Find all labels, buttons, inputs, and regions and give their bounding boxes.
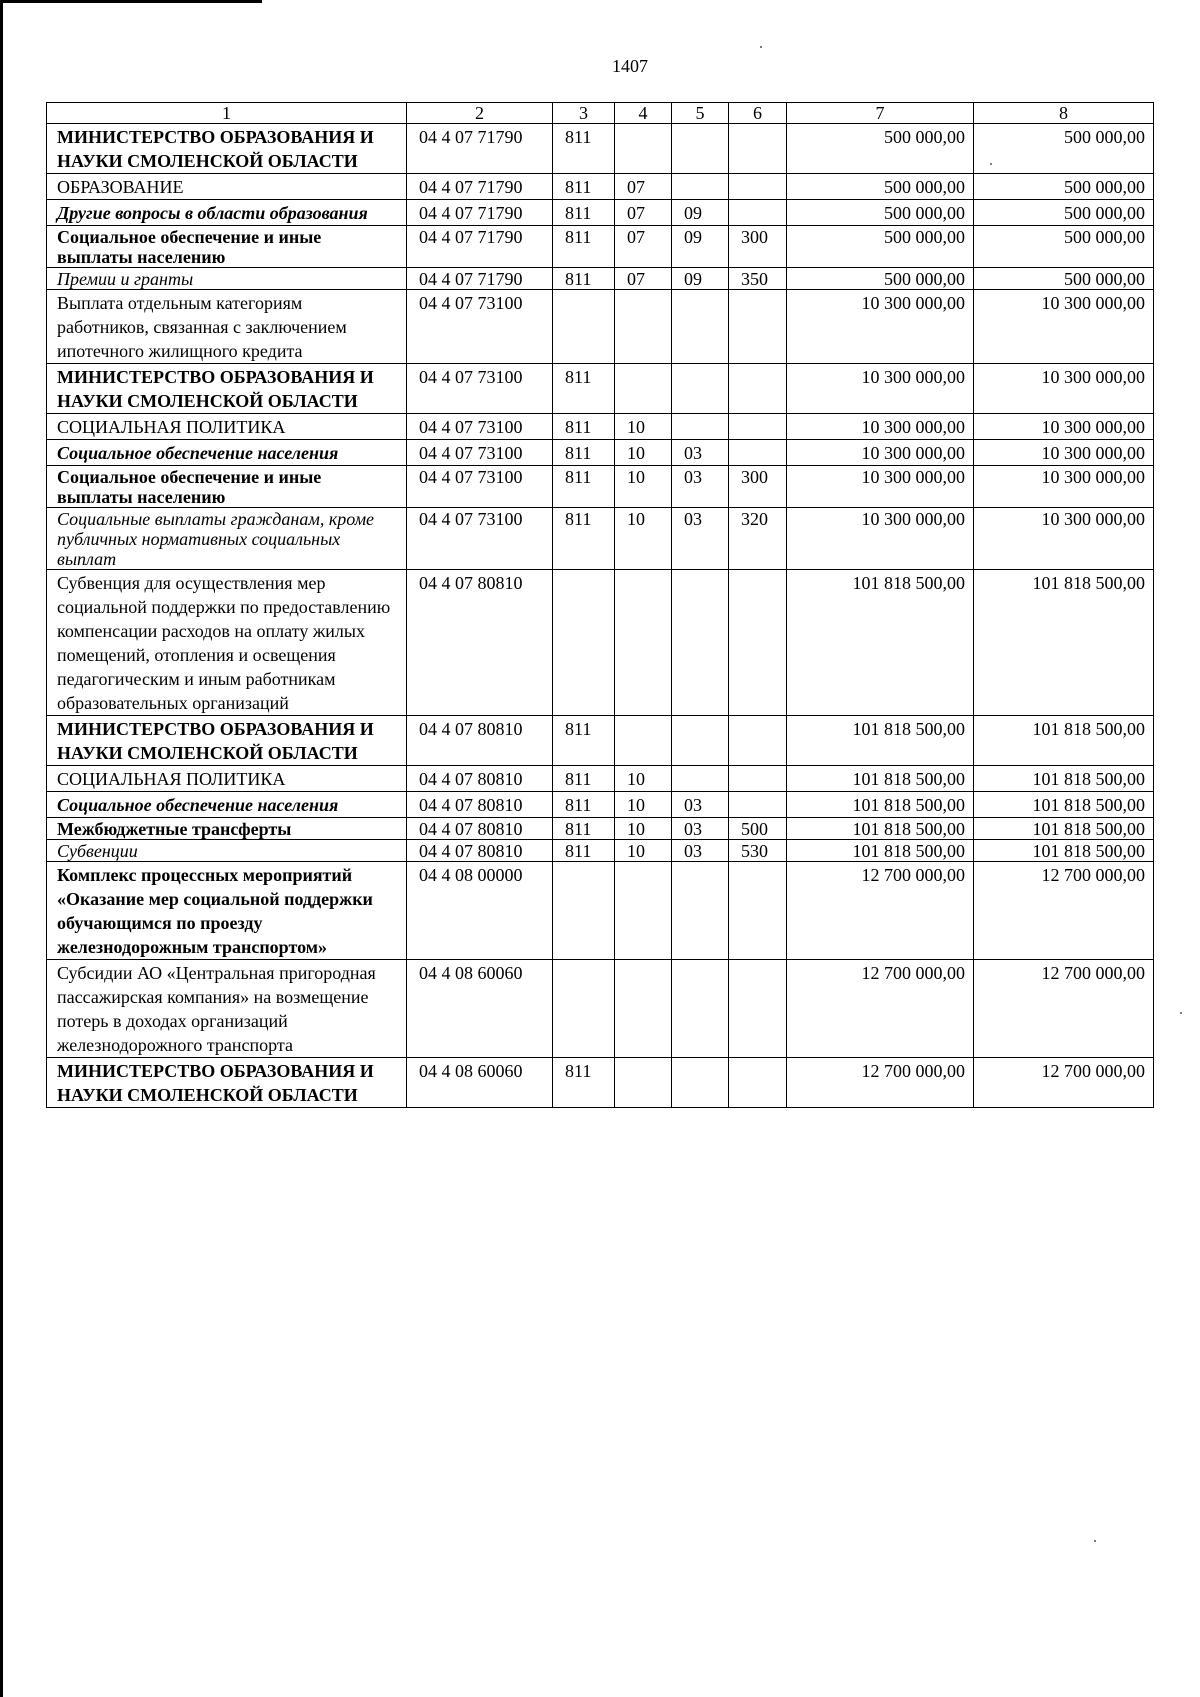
table-row (47, 716, 1154, 766)
amount-year2-cell: 12 700 000,00 (974, 960, 1154, 1058)
amount-year1-cell: 10 300 000,00 (787, 440, 974, 466)
amount-year1-cell: 101 818 500,00 (787, 818, 974, 840)
ministry-code-cell (553, 290, 615, 364)
section-code-cell: 10 (615, 414, 672, 440)
section-code-cell (615, 290, 672, 364)
ministry-code-cell: 811 (553, 818, 615, 840)
target-article-code-cell: 04 4 08 00000 (407, 862, 553, 960)
row-name-cell: Социальное обеспечение населения (47, 440, 407, 466)
ministry-code-cell: 811 (553, 766, 615, 792)
table-row (47, 792, 1154, 818)
target-article-code-cell: 04 4 07 71790 (407, 174, 553, 200)
table-row (47, 124, 1154, 174)
row-name-cell: Социальное обеспечение населения (47, 792, 407, 818)
row-name-cell: Комплекс процессных мероприятий «Оказание мер социальной поддержки обучающимся по проезду железнодорожным транспортом» (47, 862, 407, 960)
table-row (47, 174, 1154, 200)
amount-year2-cell: 101 818 500,00 (974, 792, 1154, 818)
subsection-code-cell (672, 570, 729, 716)
amount-year2-cell: 101 818 500,00 (974, 570, 1154, 716)
amount-year1-cell: 101 818 500,00 (787, 716, 974, 766)
row-name-cell: Социальные выплаты гражданам, кроме публичных нормативных социальных выплат (47, 508, 407, 570)
row-name-cell: СОЦИАЛЬНАЯ ПОЛИТИКА (47, 414, 407, 440)
section-code-cell: 07 (615, 226, 672, 268)
table-header-row (47, 103, 1154, 124)
subsection-code-cell: 03 (672, 840, 729, 862)
expense-type-cell (729, 174, 787, 200)
section-code-cell: 07 (615, 200, 672, 226)
target-article-code-cell: 04 4 07 80810 (407, 570, 553, 716)
ministry-code-cell (553, 862, 615, 960)
row-name-cell: МИНИСТЕРСТВО ОБРАЗОВАНИЯ И НАУКИ СМОЛЕНСКОЙ ОБЛАСТИ (47, 1058, 407, 1108)
ministry-code-cell: 811 (553, 466, 615, 508)
amount-year1-cell: 12 700 000,00 (787, 862, 974, 960)
table-row (47, 466, 1154, 508)
section-code-cell: 10 (615, 818, 672, 840)
amount-year1-cell: 500 000,00 (787, 174, 974, 200)
table-row (47, 862, 1154, 960)
amount-year2-cell: 500 000,00 (974, 268, 1154, 290)
subsection-code-cell: 03 (672, 818, 729, 840)
row-name-cell: Социальное обеспечение и иные выплаты населению (47, 466, 407, 508)
row-name-cell: Социальное обеспечение и иные выплаты населению (47, 226, 407, 268)
expense-type-cell (729, 440, 787, 466)
target-article-code-cell: 04 4 07 80810 (407, 716, 553, 766)
row-name-cell: МИНИСТЕРСТВО ОБРАЗОВАНИЯ И НАУКИ СМОЛЕНСКОЙ ОБЛАСТИ (47, 124, 407, 174)
amount-year1-cell: 10 300 000,00 (787, 290, 974, 364)
scan-speck (1180, 1012, 1182, 1014)
top-border-line (0, 0, 262, 3)
subsection-code-cell: 03 (672, 792, 729, 818)
expense-type-cell (729, 290, 787, 364)
target-article-code-cell: 04 4 07 71790 (407, 124, 553, 174)
target-article-code-cell: 04 4 07 71790 (407, 200, 553, 226)
table-row (47, 440, 1154, 466)
table-row (47, 414, 1154, 440)
column-header: 3 (553, 103, 615, 124)
ministry-code-cell: 811 (553, 440, 615, 466)
amount-year1-cell: 10 300 000,00 (787, 364, 974, 414)
ministry-code-cell: 811 (553, 414, 615, 440)
target-article-code-cell: 04 4 07 80810 (407, 818, 553, 840)
ministry-code-cell (553, 570, 615, 716)
subsection-code-cell: 09 (672, 226, 729, 268)
section-code-cell: 10 (615, 792, 672, 818)
subsection-code-cell (672, 290, 729, 364)
section-code-cell: 10 (615, 508, 672, 570)
expense-type-cell (729, 570, 787, 716)
subsection-code-cell (672, 862, 729, 960)
amount-year1-cell: 10 300 000,00 (787, 466, 974, 508)
amount-year1-cell: 12 700 000,00 (787, 1058, 974, 1108)
target-article-code-cell: 04 4 07 73100 (407, 290, 553, 364)
table-row (47, 200, 1154, 226)
row-name-cell: Другие вопросы в области образования (47, 200, 407, 226)
section-code-cell (615, 570, 672, 716)
table-row (47, 818, 1154, 840)
subsection-code-cell: 03 (672, 508, 729, 570)
target-article-code-cell: 04 4 08 60060 (407, 1058, 553, 1108)
ministry-code-cell: 811 (553, 174, 615, 200)
target-article-code-cell: 04 4 07 73100 (407, 364, 553, 414)
amount-year2-cell: 10 300 000,00 (974, 466, 1154, 508)
amount-year1-cell: 10 300 000,00 (787, 414, 974, 440)
column-header: 6 (729, 103, 787, 124)
row-name-cell: Субвенции (47, 840, 407, 862)
amount-year1-cell: 500 000,00 (787, 124, 974, 174)
amount-year2-cell: 101 818 500,00 (974, 766, 1154, 792)
section-code-cell: 07 (615, 268, 672, 290)
subsection-code-cell: 09 (672, 200, 729, 226)
amount-year2-cell: 10 300 000,00 (974, 364, 1154, 414)
scan-speck (760, 46, 762, 48)
section-code-cell (615, 960, 672, 1058)
target-article-code-cell: 04 4 07 73100 (407, 466, 553, 508)
ministry-code-cell: 811 (553, 840, 615, 862)
subsection-code-cell: 03 (672, 466, 729, 508)
table-row (47, 290, 1154, 364)
row-name-cell: МИНИСТЕРСТВО ОБРАЗОВАНИЯ И НАУКИ СМОЛЕНСКОЙ ОБЛАСТИ (47, 364, 407, 414)
ministry-code-cell: 811 (553, 508, 615, 570)
section-code-cell: 10 (615, 766, 672, 792)
amount-year1-cell: 500 000,00 (787, 268, 974, 290)
row-name-cell: Субсидии АО «Центральная пригородная пассажирская компания» на возмещение потерь в доходах организаций железнодорожного транспорта (47, 960, 407, 1058)
target-article-code-cell: 04 4 07 73100 (407, 440, 553, 466)
ministry-code-cell: 811 (553, 792, 615, 818)
expense-type-cell: 350 (729, 268, 787, 290)
amount-year2-cell: 12 700 000,00 (974, 1058, 1154, 1108)
target-article-code-cell: 04 4 07 80810 (407, 840, 553, 862)
column-header: 7 (787, 103, 974, 124)
table-row (47, 840, 1154, 862)
column-header: 1 (47, 103, 407, 124)
subsection-code-cell (672, 960, 729, 1058)
scan-speck (1094, 1540, 1096, 1542)
subsection-code-cell (672, 766, 729, 792)
amount-year2-cell: 101 818 500,00 (974, 818, 1154, 840)
amount-year1-cell: 10 300 000,00 (787, 508, 974, 570)
section-code-cell: 07 (615, 174, 672, 200)
subsection-code-cell (672, 124, 729, 174)
expense-type-cell (729, 792, 787, 818)
expense-type-cell (729, 862, 787, 960)
table-row (47, 1058, 1154, 1108)
subsection-code-cell (672, 1058, 729, 1108)
amount-year1-cell: 101 818 500,00 (787, 792, 974, 818)
expense-type-cell: 530 (729, 840, 787, 862)
subsection-code-cell (672, 716, 729, 766)
amount-year2-cell: 10 300 000,00 (974, 440, 1154, 466)
amount-year1-cell: 12 700 000,00 (787, 960, 974, 1058)
expense-type-cell: 300 (729, 466, 787, 508)
ministry-code-cell: 811 (553, 124, 615, 174)
ministry-code-cell: 811 (553, 1058, 615, 1108)
expense-type-cell (729, 960, 787, 1058)
expense-type-cell: 320 (729, 508, 787, 570)
section-code-cell: 10 (615, 840, 672, 862)
ministry-code-cell: 811 (553, 268, 615, 290)
amount-year1-cell: 101 818 500,00 (787, 840, 974, 862)
column-header: 4 (615, 103, 672, 124)
subsection-code-cell: 03 (672, 440, 729, 466)
subsection-code-cell (672, 174, 729, 200)
budget-table (46, 102, 1154, 1108)
amount-year2-cell: 500 000,00 (974, 174, 1154, 200)
amount-year1-cell: 101 818 500,00 (787, 766, 974, 792)
expense-type-cell (729, 414, 787, 440)
row-name-cell: Субвенция для осуществления мер социальной поддержки по предоставлению компенсации расходов на оплату жилых помещений, отопления и освещения педагогическим и иным работникам образовательных организаций (47, 570, 407, 716)
section-code-cell: 10 (615, 466, 672, 508)
amount-year2-cell: 500 000,00 (974, 124, 1154, 174)
subsection-code-cell (672, 364, 729, 414)
target-article-code-cell: 04 4 07 73100 (407, 414, 553, 440)
expense-type-cell: 500 (729, 818, 787, 840)
amount-year2-cell: 10 300 000,00 (974, 508, 1154, 570)
column-header: 5 (672, 103, 729, 124)
section-code-cell: 10 (615, 440, 672, 466)
amount-year1-cell: 500 000,00 (787, 226, 974, 268)
column-header: 8 (974, 103, 1154, 124)
section-code-cell (615, 124, 672, 174)
expense-type-cell (729, 1058, 787, 1108)
row-name-cell: Межбюджетные трансферты (47, 818, 407, 840)
row-name-cell: СОЦИАЛЬНАЯ ПОЛИТИКА (47, 766, 407, 792)
expense-type-cell (729, 200, 787, 226)
subsection-code-cell (672, 414, 729, 440)
expense-type-cell (729, 766, 787, 792)
target-article-code-cell: 04 4 07 71790 (407, 226, 553, 268)
amount-year2-cell: 101 818 500,00 (974, 840, 1154, 862)
ministry-code-cell (553, 960, 615, 1058)
target-article-code-cell: 04 4 07 80810 (407, 766, 553, 792)
table-row (47, 766, 1154, 792)
section-code-cell (615, 1058, 672, 1108)
section-code-cell (615, 716, 672, 766)
row-name-cell: МИНИСТЕРСТВО ОБРАЗОВАНИЯ И НАУКИ СМОЛЕНСКОЙ ОБЛАСТИ (47, 716, 407, 766)
row-name-cell: Выплата отдельным категориям работников, связанная с заключением ипотечного жилищного кредита (47, 290, 407, 364)
amount-year2-cell: 10 300 000,00 (974, 290, 1154, 364)
ministry-code-cell: 811 (553, 364, 615, 414)
table-row (47, 960, 1154, 1058)
ministry-code-cell: 811 (553, 716, 615, 766)
table-row (47, 570, 1154, 716)
table-row (47, 226, 1154, 268)
expense-type-cell: 300 (729, 226, 787, 268)
row-name-cell: ОБРАЗОВАНИЕ (47, 174, 407, 200)
amount-year1-cell: 101 818 500,00 (787, 570, 974, 716)
left-border-line (0, 0, 3, 1697)
section-code-cell (615, 364, 672, 414)
section-code-cell (615, 862, 672, 960)
amount-year2-cell: 12 700 000,00 (974, 862, 1154, 960)
row-name-cell: Премии и гранты (47, 268, 407, 290)
column-header: 2 (407, 103, 553, 124)
target-article-code-cell: 04 4 07 71790 (407, 268, 553, 290)
table-row (47, 508, 1154, 570)
subsection-code-cell: 09 (672, 268, 729, 290)
target-article-code-cell: 04 4 07 80810 (407, 792, 553, 818)
expense-type-cell (729, 716, 787, 766)
amount-year1-cell: 500 000,00 (787, 200, 974, 226)
page-number: 1407 (612, 56, 648, 76)
target-article-code-cell: 04 4 07 73100 (407, 508, 553, 570)
target-article-code-cell: 04 4 08 60060 (407, 960, 553, 1058)
ministry-code-cell: 811 (553, 226, 615, 268)
amount-year2-cell: 500 000,00 (974, 226, 1154, 268)
table-row (47, 364, 1154, 414)
ministry-code-cell: 811 (553, 200, 615, 226)
expense-type-cell (729, 364, 787, 414)
amount-year2-cell: 101 818 500,00 (974, 716, 1154, 766)
amount-year2-cell: 500 000,00 (974, 200, 1154, 226)
expense-type-cell (729, 124, 787, 174)
table-row (47, 268, 1154, 290)
amount-year2-cell: 10 300 000,00 (974, 414, 1154, 440)
